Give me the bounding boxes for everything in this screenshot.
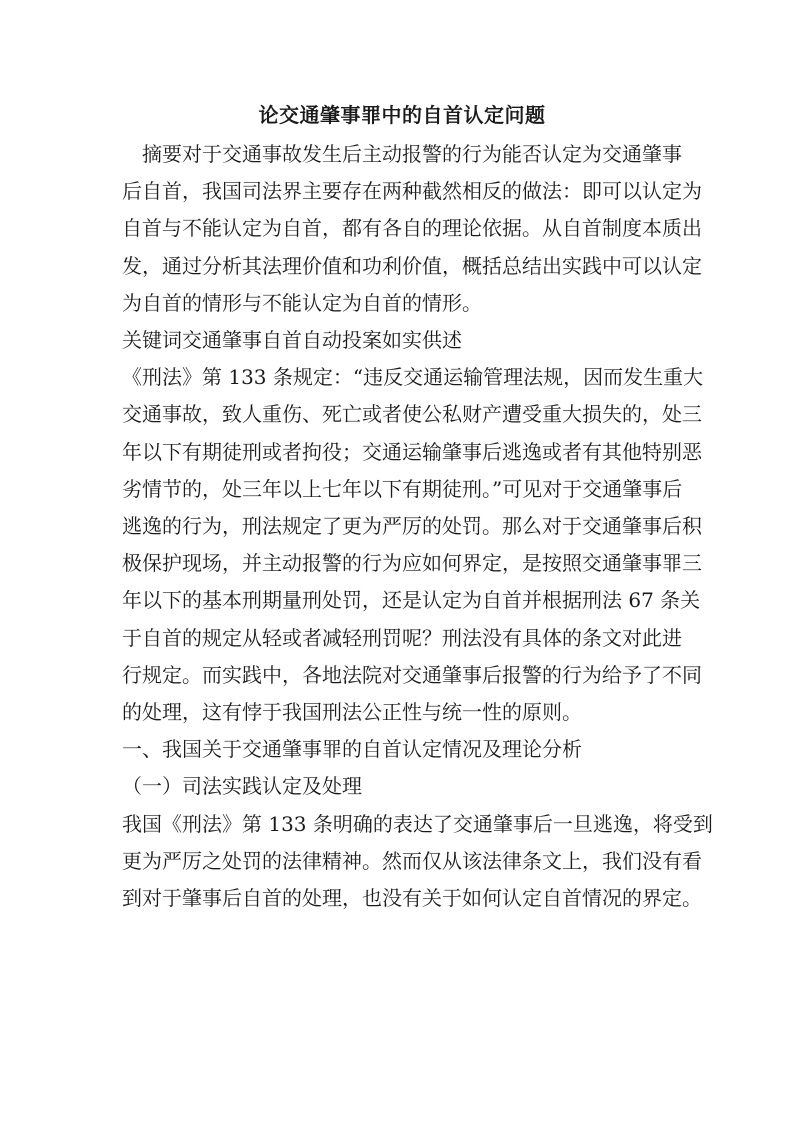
keywords-line: 关键词交通肇事自首自动投案如实供述 [122,328,462,353]
intro-line: 极保护现场，并主动报警的行为应如何界定，是按照交通肇事罪三 [122,551,702,576]
intro-line: 《刑法》第 133 条规定：“违反交通运输管理法规，因而发生重大 [122,365,704,390]
abstract-paragraph [122,136,702,322]
abstract-line: 为自首的情形与不能认定为自首的情形。 [122,290,482,315]
intro-line: 年以下的基本刑期量刑处罚，还是认定为自首并根据刑法 67 条关 [122,588,701,613]
intro-line: 逃逸的行为，刑法规定了更为严厉的处罚。那么对于交通肇事后积 [122,514,702,539]
intro-line: 于自首的规定从轻或者减轻刑罚呢？刑法没有具体的条文对此进 [122,625,682,650]
intro-line: 行规定。而实践中，各地法院对交通肇事后报警的行为给予了不同 [122,662,702,687]
abstract-line: 摘要对于交通事故发生后主动报警的行为能否认定为交通肇事 [142,142,682,166]
body-line: 更为严厉之处罚的法律精神。然而仅从该法律条文上，我们没有看 [122,848,702,873]
document-title: 论交通肇事罪中的自首认定问题 [258,103,546,127]
body-line: 到对于肇事后自首的处理，也没有关于如何认定自首情况的界定。 [122,886,702,911]
intro-paragraph [122,359,704,731]
intro-line: 年以下有期徒刑或者拘役；交通运输肇事后逃逸或者有其他特别恶 [122,439,702,464]
intro-line: 的处理，这有悖于我国刑法公正性与统一性的原则。 [122,700,582,725]
intro-line: 劣情节的，处三年以上七年以下有期徒刑。”可见对于交通肇事后 [122,476,683,501]
subsection-heading: （一）司法实践认定及处理 [122,774,362,799]
intro-line: 交通事故，致人重伤、死亡或者使公私财产遭受重大损失的，处三 [122,402,702,427]
abstract-line: 发，通过分析其法理价值和功利价值，概括总结出实践中可以认定 [122,253,702,278]
abstract-line: 自首与不能认定为自首，都有各自的理论依据。从自首制度本质出 [122,216,702,241]
abstract-line: 后自首，我国司法界主要存在两种截然相反的做法：即可以认定为 [122,179,702,204]
section-heading: 一、我国关于交通肇事罪的自首认定情况及理论分析 [122,737,582,762]
body-line: 我国《刑法》第 133 条明确的表达了交通肇事后一旦逃逸，将受到 [122,811,713,836]
body-paragraph [122,806,713,918]
document-page [122,100,713,917]
